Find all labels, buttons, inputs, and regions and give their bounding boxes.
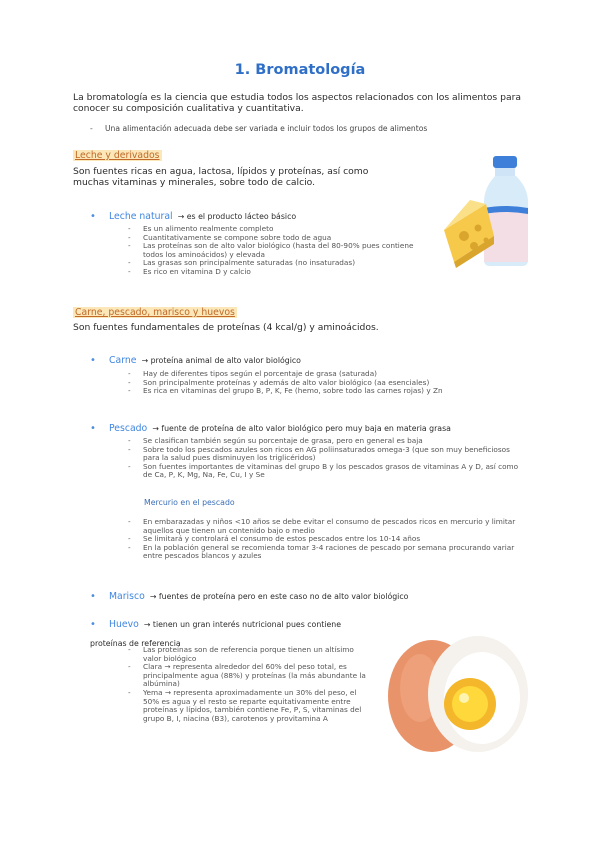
- carne-item: [90, 348, 490, 367]
- intro-paragraph: La bromatología es la ciencia que estudia todos los aspectos relacionados con los alimentos para conocer su composición cualitativa y cuantitativa.: [73, 92, 521, 114]
- leche-description: Son fuentes ricas en agua, lactosa, lípidos y proteínas, así como muchas vitaminas y minerales, sobre todo de calcio.: [73, 166, 369, 188]
- carne-points: [128, 370, 528, 396]
- leche-natural-text: → es el producto lácteo básico: [177, 212, 297, 221]
- carne-label: Carne: [109, 355, 137, 366]
- bullet-dot-icon: •: [90, 423, 96, 434]
- list-item: - Se limitará y controlará el consumo de estos pescados entre los 10-14 años: [128, 535, 520, 544]
- list-item: - Es rica en vitaminas del grupo B, P, K, Fe (hemo, sobre todo las carnes rojas) y Zn: [128, 387, 528, 396]
- list-item: - Son fuentes importantes de vitaminas del grupo B y los pescados grasos de vitaminas A y D, así como de Ca, P, K, Mg, Na, Fe, Cu, I y Se: [128, 463, 520, 480]
- carne-text: → proteína animal de alto valor biológico: [141, 356, 301, 365]
- pescado-item: [90, 416, 530, 435]
- pescado-label: Pescado: [109, 423, 148, 434]
- pescado-points: [128, 437, 520, 480]
- mercurio-heading: Mercurio en el pescado: [144, 498, 235, 507]
- intro-bullet-text: - Una alimentación adecuada debe ser variada e incluir todos los grupos de alimentos: [90, 124, 530, 133]
- list-item: - Es rico en vitamina D y calcio: [128, 268, 426, 277]
- marisco-label: Marisco: [109, 591, 145, 602]
- list-item: - Se clasifican también según su porcentaje de grasa, pero en general es baja: [128, 437, 520, 446]
- leche-natural-item: [90, 204, 410, 223]
- list-item: - Cuantitativamente se compone sobre todo de agua: [128, 234, 426, 243]
- boiled-egg-half-icon: [428, 636, 528, 752]
- list-item: - Las proteínas son de alto valor biológico (hasta del 80-90% pues contiene todos los aminoácidos) y elevada: [128, 242, 426, 259]
- list-item: - Sobre todo los pescados azules son ricos en AG poliinsaturados omega-3 (que son muy beneficiosos para la salud pues disminuyen los triglicéridos): [128, 446, 520, 463]
- list-item: - Las grasas son principalmente saturadas (no insaturadas): [128, 259, 426, 268]
- huevo-label: Huevo: [109, 619, 139, 630]
- huevo-points: [128, 646, 370, 723]
- marisco-text: → fuentes de proteína pero en este caso no de alto valor biológico: [149, 592, 409, 601]
- page-title: 1. Bromatología: [234, 62, 366, 78]
- intro-bullet: [90, 124, 530, 133]
- list-item: - En embarazadas y niños <10 años se debe evitar el consumo de pescados ricos en mercurio y limitar aquellos que tienen un contenido bajo o medio: [128, 518, 520, 535]
- list-item: - Yema → representa aproximadamente un 30% del peso, el 50% es agua y el resto se reparte equitativamente entre proteínas y lípidos, también contiene Fe, P, S, vitaminas del grupo B, I, niacina (B3), carotenos y provitamina A: [128, 689, 370, 723]
- milk-cheese-illustration: [440, 152, 535, 270]
- list-item: - Son principalmente proteínas y además de alto valor biológico (aa esenciales): [128, 379, 528, 388]
- list-item: - Hay de diferentes tipos según el porcentaje de grasa (saturada): [128, 370, 528, 379]
- pescado-text: → fuente de proteína de alto valor biológico pero muy baja en materia grasa: [152, 424, 451, 433]
- bullet-dot-icon: •: [90, 355, 96, 366]
- list-item: - Clara → representa alrededor del 60% del peso total, es principalmente agua (88%) y proteínas (la más abundante la albúmina): [128, 663, 370, 689]
- section-heading-carne: Carne, pescado, marisco y huevos: [75, 307, 235, 318]
- list-item: - Las proteínas son de referencia porque tienen un altísimo valor biológico: [128, 646, 370, 663]
- carne-description: Son fuentes fundamentales de proteínas (4 kcal/g) y aminoácidos.: [73, 322, 379, 333]
- bullet-dot-icon: •: [90, 619, 96, 630]
- list-item: - En la población general se recomienda tomar 3-4 raciones de pescado por semana procurando variar entre pescados blancos y azules: [128, 544, 520, 561]
- egg-illustration: [384, 628, 534, 756]
- bullet-dot-icon: •: [90, 591, 96, 602]
- bullet-dot-icon: •: [90, 211, 96, 222]
- marisco-item: [90, 584, 530, 603]
- list-item: - Es un alimento realmente completo: [128, 225, 426, 234]
- section-heading-leche: Leche y derivados: [75, 150, 160, 161]
- huevo-text: → tienen un gran interés nutricional pues contiene proteínas de referencia: [90, 620, 342, 648]
- mercurio-points: [128, 518, 520, 561]
- milk-bottle-icon: [484, 156, 528, 266]
- leche-points: [128, 225, 426, 277]
- leche-natural-label: Leche natural: [109, 211, 173, 222]
